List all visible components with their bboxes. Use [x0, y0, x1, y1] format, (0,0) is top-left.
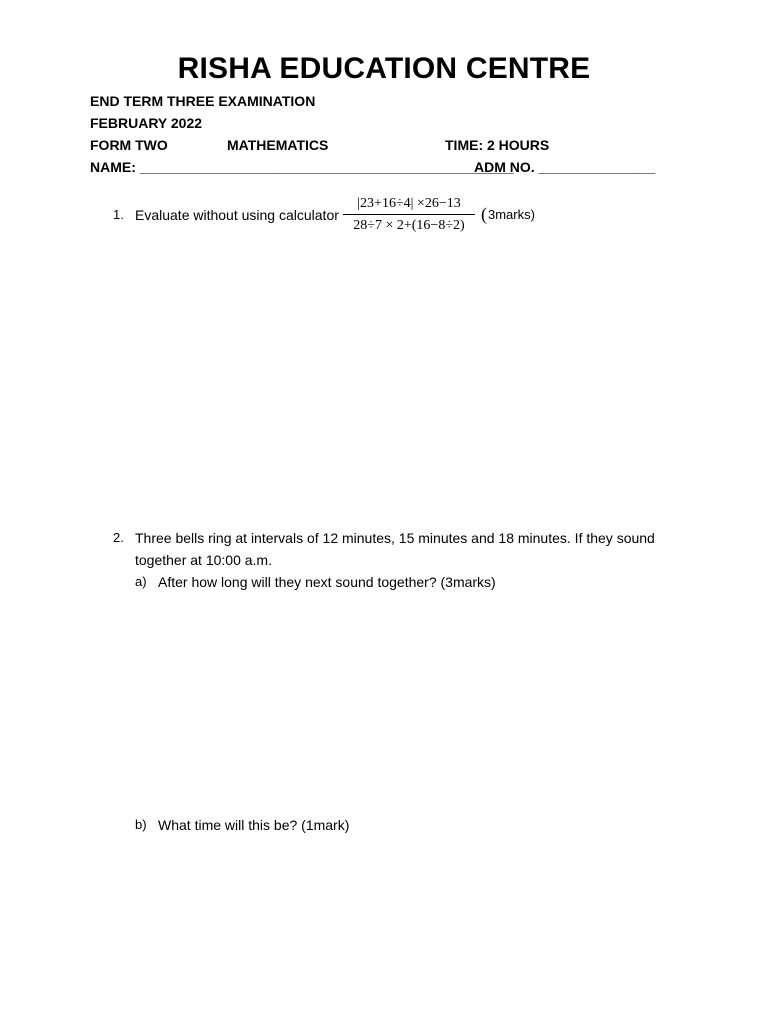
question-2b-text: What time will this be? (1mark)	[158, 817, 350, 833]
question-2a-text: After how long will they next sound together? (3marks)	[158, 574, 496, 590]
school-title: RISHA EDUCATION CENTRE	[177, 52, 591, 85]
adm-number-field: ADM NO. _______________	[474, 159, 656, 175]
expression-numerator: |23+16÷4| ×26−13	[343, 195, 475, 215]
question-2-line-2: together at 10:00 a.m.	[135, 552, 272, 568]
time-label: TIME: 2 HOURS	[445, 137, 550, 153]
question-1-marks: 3marks)	[488, 207, 535, 222]
expression-denominator: 28÷7 × 2+(16−8÷2)	[353, 218, 465, 233]
question-1-expression	[343, 195, 475, 235]
question-2-line-1: Three bells ring at intervals of 12 minutes, 15 minutes and 18 minutes. If they sound	[135, 530, 655, 546]
question-1-text: Evaluate without using calculator	[135, 207, 339, 223]
question-1-number: 1.	[113, 207, 124, 222]
form-label: FORM TWO	[90, 137, 168, 153]
question-2-number: 2.	[113, 530, 124, 545]
question-1-open-paren: (	[481, 204, 487, 224]
exam-date: FEBRUARY 2022	[90, 115, 203, 131]
question-2b-label: b)	[135, 817, 147, 832]
exam-name: END TERM THREE EXAMINATION	[90, 93, 316, 109]
question-2a-label: a)	[135, 574, 147, 589]
name-field: NAME: ________________________________________________	[90, 159, 514, 175]
subject-label: MATHEMATICS	[227, 137, 329, 153]
